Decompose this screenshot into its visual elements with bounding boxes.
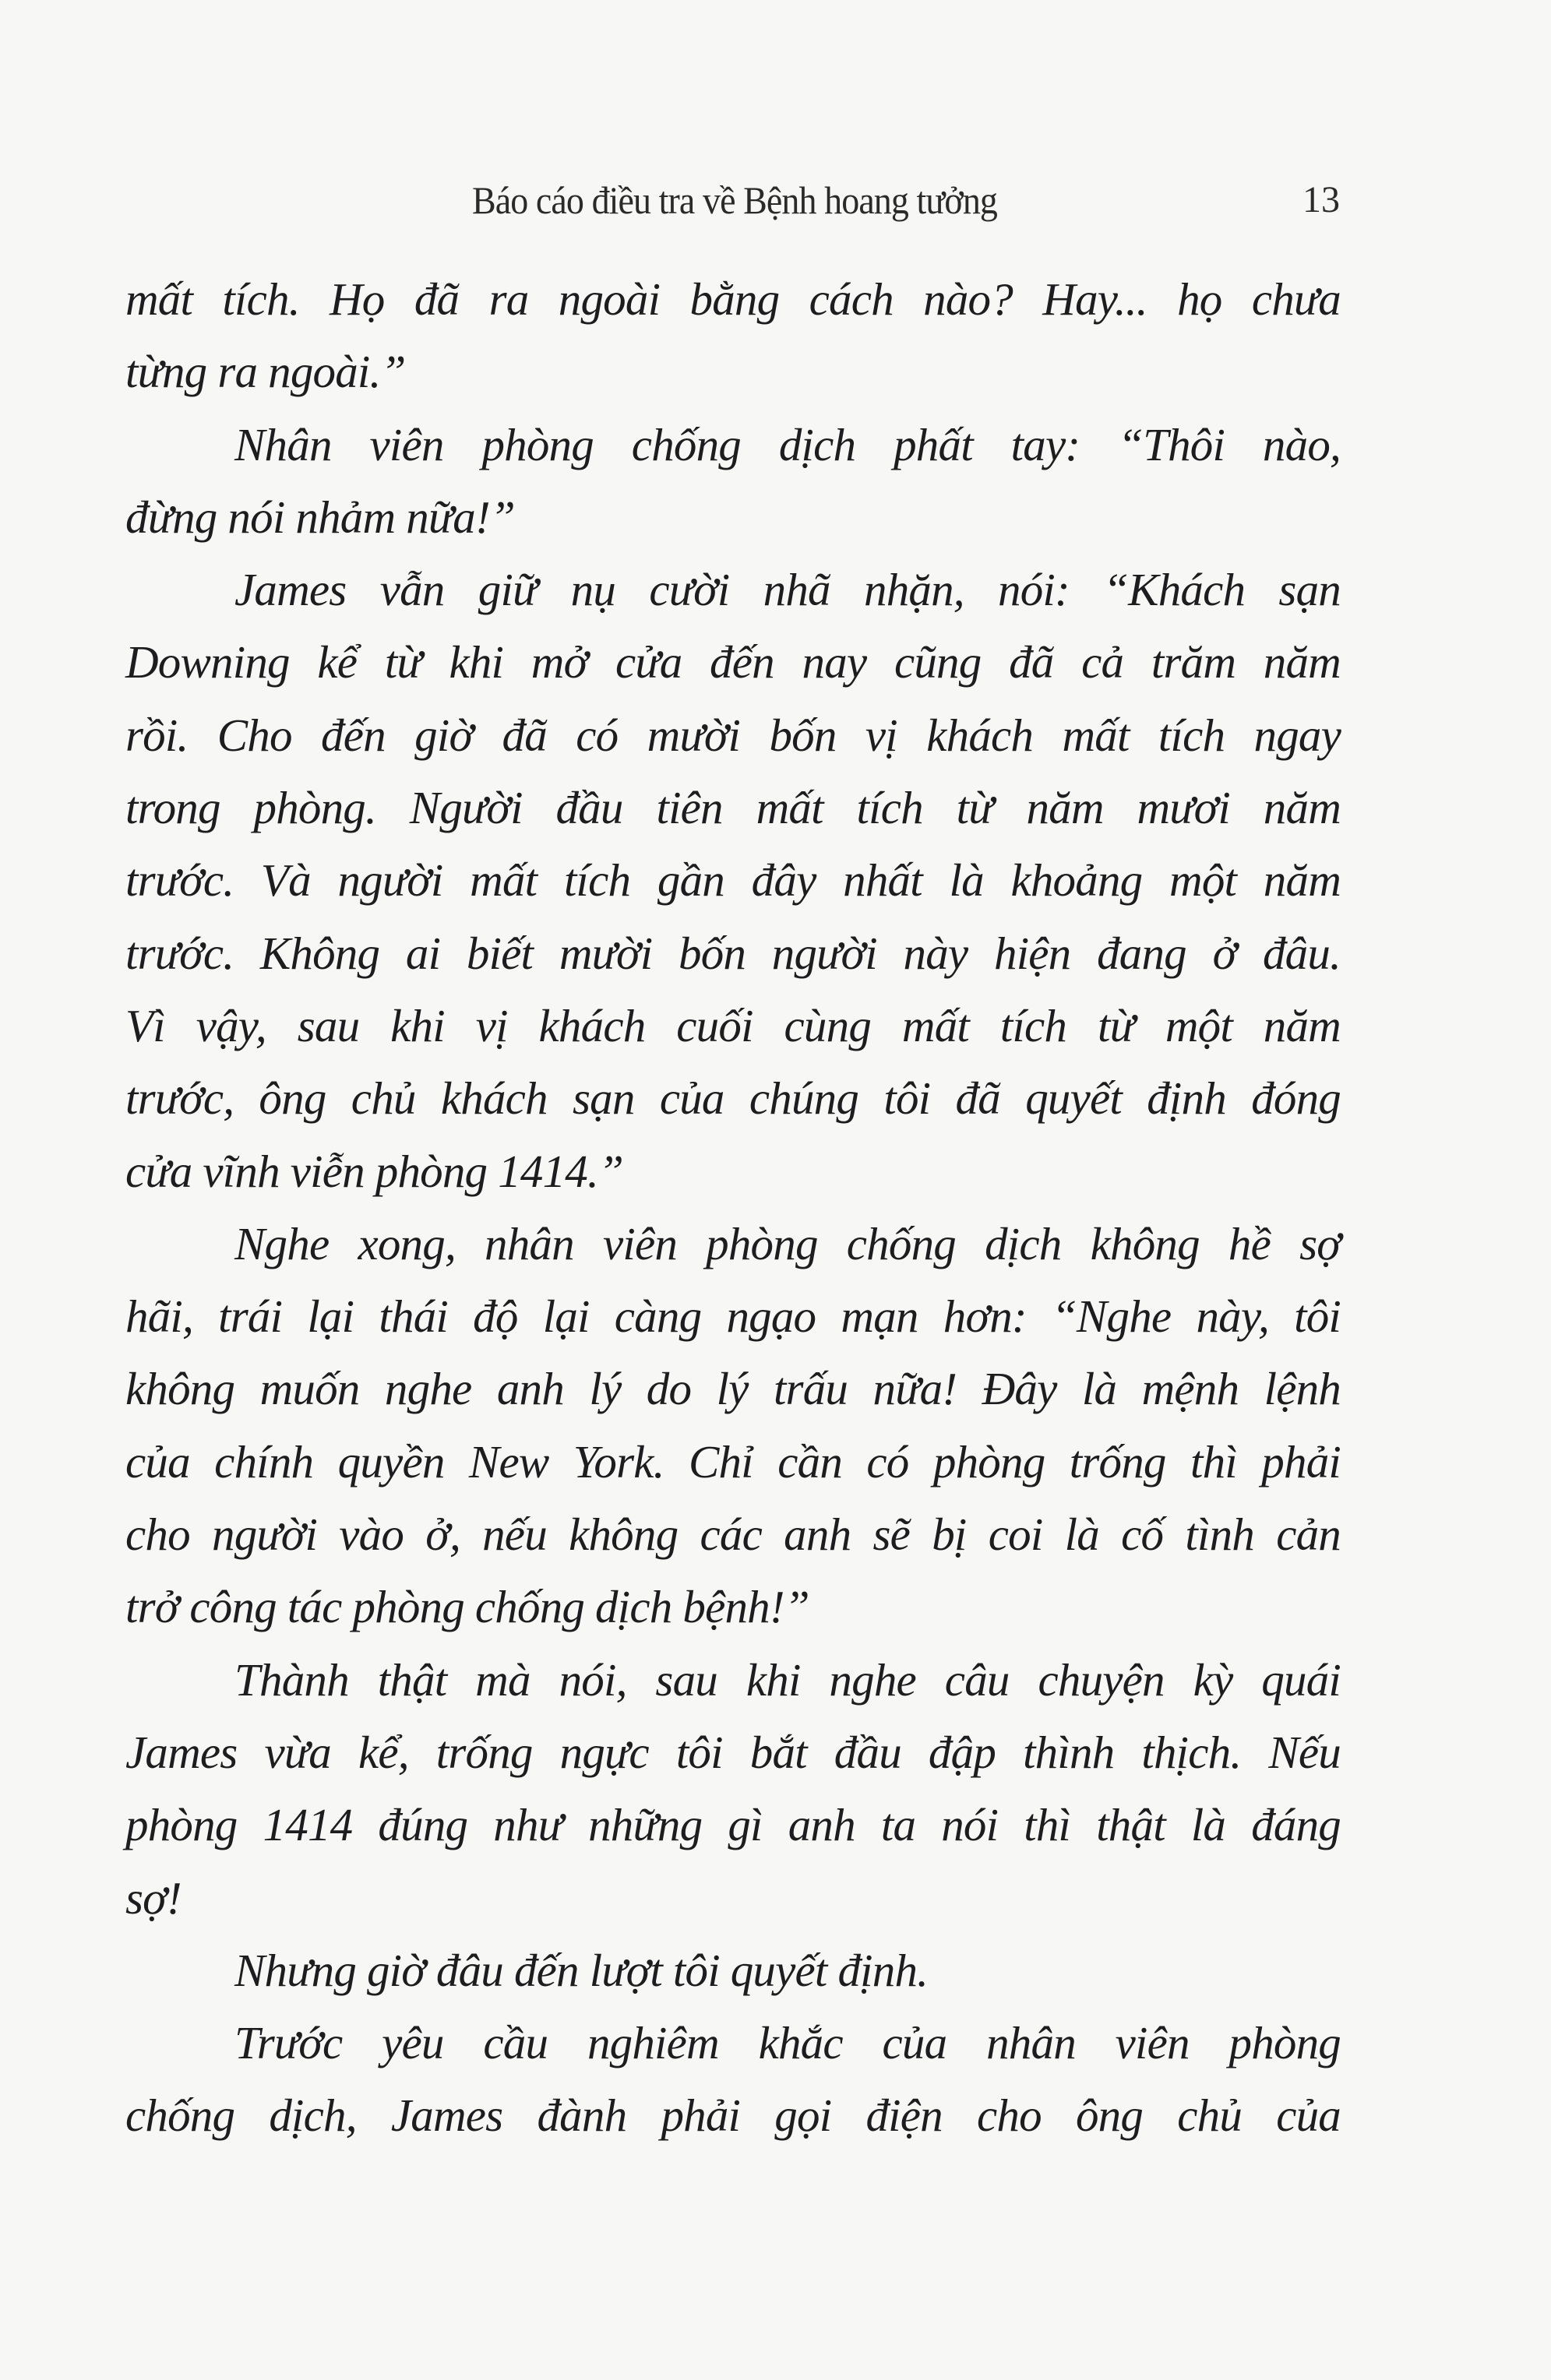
text-line: Thành thật mà nói, sau khi nghe câu chuyện kỳ quái — [234, 1653, 1341, 1706]
text-line: mất tích. Họ đã ra ngoài bằng cách nào? Hay... họ chưa — [125, 273, 1341, 325]
text-line: Trước yêu cầu nghiêm khắc của nhân viên phòng — [234, 2017, 1341, 2069]
text-line: trước. Và người mất tích gần đây nhất là khoảng một năm — [125, 854, 1341, 907]
text-line: Nhưng giờ đâu đến lượt tôi quyết định. — [234, 1944, 929, 1996]
text-line: cho người vào ở, nếu không các anh sẽ bị coi là cố tình cản — [125, 1509, 1341, 1561]
text-line: trước, ông chủ khách sạn của chúng tôi đã quyết định đóng — [125, 1072, 1341, 1125]
page-number: 13 — [1302, 179, 1340, 220]
text-line: Vì vậy, sau khi vị khách cuối cùng mất tích từ một năm — [125, 999, 1341, 1051]
page-header — [0, 173, 1551, 227]
text-line: Downing kể từ khi mở cửa đến nay cũng đã cả trăm năm — [125, 636, 1341, 688]
text-line: của chính quyền New York. Chỉ cần có phòng trống thì phải — [125, 1435, 1341, 1488]
text-line: James vừa kể, trống ngực tôi bắt đầu đập thình thịch. Nếu — [125, 1726, 1341, 1778]
running-title: Báo cáo điều tra về Bệnh hoang tưởng — [471, 178, 997, 222]
text-line: sợ! — [125, 1871, 182, 1924]
text-line: James vẫn giữ nụ cười nhã nhặn, nói: “Khách sạn — [234, 564, 1341, 616]
text-line: không muốn nghe anh lý do lý trấu nữa! Đây là mệnh lệnh — [125, 1363, 1341, 1415]
text-line: Nghe xong, nhân viên phòng chống dịch không hề sợ — [234, 1217, 1341, 1269]
text-line: hãi, trái lại thái độ lại càng ngạo mạn hơn: “Nghe này, tôi — [125, 1290, 1341, 1343]
text-line: Nhân viên phòng chống dịch phất tay: “Thôi nào, — [234, 418, 1341, 470]
text-line: rồi. Cho đến giờ đã có mười bốn vị khách mất tích ngay — [125, 709, 1341, 761]
text-line: cửa vĩnh viễn phòng 1414.” — [125, 1145, 623, 1197]
text-line: trước. Không ai biết mười bốn người này hiện đang ở đâu. — [125, 927, 1341, 979]
text-line: trở công tác phòng chống dịch bệnh!” — [125, 1581, 809, 1633]
text-line: chống dịch, James đành phải gọi điện cho ông chủ của — [125, 2090, 1341, 2142]
text-line: phòng 1414 đúng như những gì anh ta nói thì thật là đáng — [125, 1799, 1341, 1851]
body-text — [125, 263, 1341, 2153]
text-line: đừng nói nhảm nữa!” — [125, 491, 515, 543]
text-line: trong phòng. Người đầu tiên mất tích từ năm mươi năm — [125, 782, 1341, 834]
text-line: từng ra ngoài.” — [125, 346, 406, 398]
